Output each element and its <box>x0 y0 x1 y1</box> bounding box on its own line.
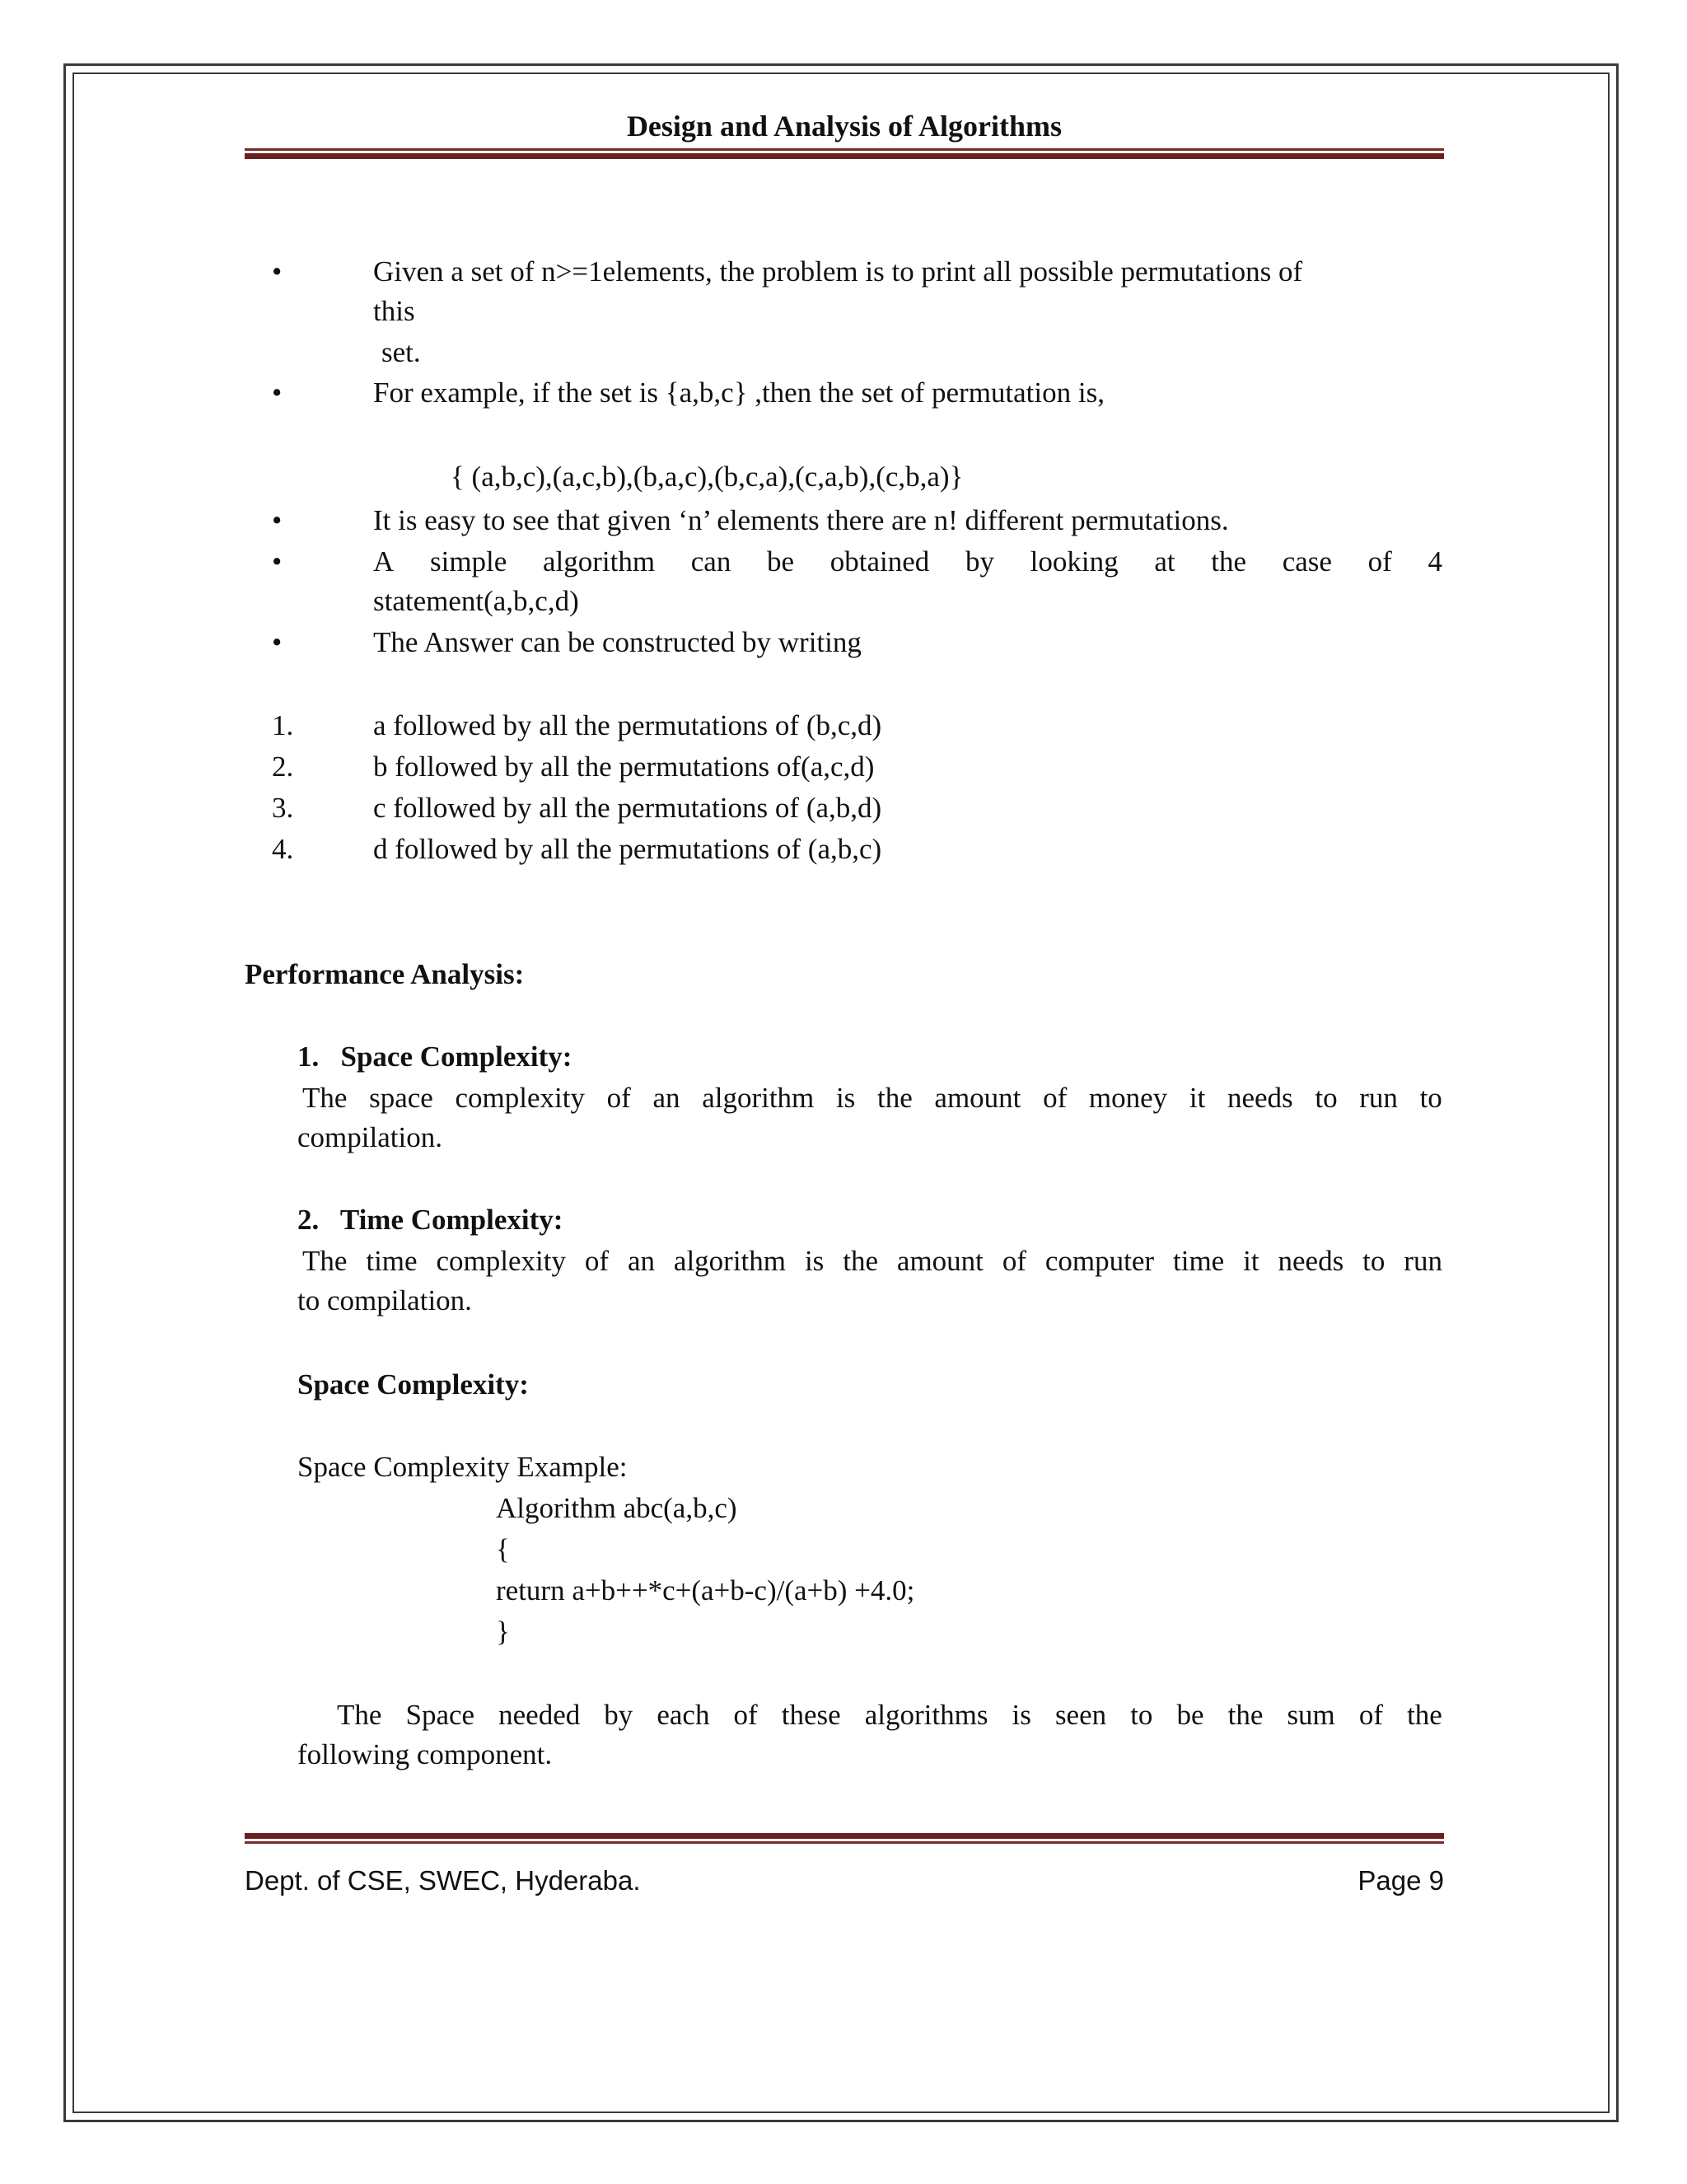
example-label: Space Complexity Example: <box>297 1451 628 1483</box>
footer-department: Dept. of CSE, SWEC, Hyderaba. <box>245 1865 641 1896</box>
header-title: Design and Analysis of Algorithms <box>626 110 1063 143</box>
closing-word: by <box>604 1699 633 1731</box>
space-complexity-word: the <box>876 1082 913 1114</box>
time-complexity-word: run <box>1404 1245 1442 1277</box>
code-line: Algorithm abc(a,b,c) <box>496 1492 737 1524</box>
closing-word: the <box>1407 1699 1442 1731</box>
step-number: 1. <box>272 709 294 741</box>
bullet-4-word: obtained <box>829 545 930 578</box>
time-complexity-word: is <box>804 1245 825 1277</box>
step-number: 2. <box>272 751 294 783</box>
space-complexity-word: is <box>835 1082 856 1114</box>
space-complexity-heading: 1. Space Complexity: <box>297 1041 572 1073</box>
closing-word: these <box>781 1699 841 1731</box>
time-complexity-word: time <box>366 1245 418 1277</box>
closing-word: of <box>733 1699 758 1731</box>
step-text: c followed by all the permutations of (a,b,d) <box>373 792 882 824</box>
closing-word: algorithms <box>864 1699 988 1731</box>
bullet-1-line-1: Given a set of n>=1elements, the problem is to print all possible permutations of <box>373 255 1303 288</box>
bullet-4-line-1 <box>373 542 1442 582</box>
closing-word: to <box>1130 1699 1153 1731</box>
closing-line-1 <box>337 1695 1442 1735</box>
time-complexity-line-2: to compilation. <box>297 1284 472 1316</box>
bullet-4-word: case <box>1282 545 1332 578</box>
footer-page-number: Page 9 <box>1358 1865 1444 1896</box>
bullet-3: It is easy to see that given ‘n’ elements there are n! different permutations. <box>373 504 1229 536</box>
step-text: a followed by all the permutations of (b,c,d) <box>373 709 882 741</box>
space-complexity-word: amount <box>934 1082 1021 1114</box>
bullet-marker: • <box>272 504 283 536</box>
footer-rule <box>245 1833 1444 1844</box>
closing-line-2: following component. <box>297 1738 553 1770</box>
space-complexity-line-1 <box>302 1078 1442 1118</box>
closing-word: The <box>337 1699 382 1731</box>
time-complexity-word: an <box>627 1245 655 1277</box>
closing-word: of <box>1358 1699 1384 1731</box>
bullet-4-word: of <box>1367 545 1392 578</box>
time-complexity-word: The <box>302 1245 348 1277</box>
time-complexity-word: computer <box>1044 1245 1155 1277</box>
closing-word: needed <box>498 1699 581 1731</box>
space-complexity-word: it <box>1189 1082 1206 1114</box>
bullet-marker: • <box>272 376 283 409</box>
space-complexity-word: of <box>606 1082 631 1114</box>
time-complexity-word: time <box>1173 1245 1225 1277</box>
bullet-4-word: 4 <box>1428 545 1442 578</box>
space-complexity-word: algorithm <box>702 1082 815 1114</box>
time-complexity-word: the <box>843 1245 878 1277</box>
time-complexity-line-1 <box>302 1242 1442 1281</box>
bullet-1-line-2: this <box>373 295 415 327</box>
space-complexity-word: space <box>369 1082 433 1114</box>
code-line: { <box>496 1533 510 1565</box>
section-heading: Performance Analysis: <box>245 958 525 990</box>
space-complexity-word: to <box>1315 1082 1338 1114</box>
space-complexity-word: to <box>1419 1082 1442 1114</box>
space-complexity-word: The <box>302 1082 348 1114</box>
bullet-5: The Answer can be constructed by writing <box>373 626 862 658</box>
bullet-1-line-3: set. <box>381 336 421 368</box>
bullet-4-word: looking <box>1030 545 1119 578</box>
bullet-4-word: algorithm <box>542 545 656 578</box>
time-complexity-word: needs <box>1278 1245 1344 1277</box>
permutation-set: { (a,b,c),(a,c,b),(b,a,c),(b,c,a),(c,a,b),(c,b,a)} <box>451 461 964 493</box>
step-text: b followed by all the permutations of(a,c,d) <box>373 751 875 783</box>
time-complexity-word: complexity <box>436 1245 566 1277</box>
bullet-marker: • <box>272 255 283 288</box>
bullet-4-word: the <box>1211 545 1247 578</box>
code-line: return a+b++*c+(a+b-c)/(a+b) +4.0; <box>496 1574 915 1606</box>
closing-word: the <box>1227 1699 1264 1731</box>
header-rule <box>245 148 1444 159</box>
bullet-4-word: at <box>1154 545 1175 578</box>
bullet-4-word: can <box>690 545 731 578</box>
closing-word: is <box>1012 1699 1031 1731</box>
closing-word: sum <box>1287 1699 1335 1731</box>
space-complexity-word: complexity <box>455 1082 585 1114</box>
page <box>245 0 1444 2184</box>
time-complexity-word: it <box>1243 1245 1259 1277</box>
closing-word: each <box>657 1699 710 1731</box>
bullet-4-word: by <box>965 545 994 578</box>
space-complexity-word: run <box>1359 1082 1398 1114</box>
space-complexity-subheading: Space Complexity: <box>297 1368 529 1401</box>
step-number: 3. <box>272 792 294 824</box>
code-line: } <box>496 1616 510 1648</box>
space-complexity-word: an <box>652 1082 680 1114</box>
time-complexity-word: of <box>584 1245 610 1277</box>
bullet-marker: • <box>272 626 283 658</box>
space-complexity-word: money <box>1088 1082 1168 1114</box>
closing-word: Space <box>405 1699 475 1731</box>
step-number: 4. <box>272 833 294 865</box>
time-complexity-word: of <box>1002 1245 1026 1277</box>
time-complexity-word: to <box>1362 1245 1386 1277</box>
bullet-4-word: A <box>373 545 395 578</box>
closing-word: seen <box>1054 1699 1107 1731</box>
space-complexity-word: needs <box>1227 1082 1293 1114</box>
time-complexity-word: amount <box>896 1245 984 1277</box>
bullet-4-word: simple <box>429 545 507 578</box>
time-complexity-heading: 2. Time Complexity: <box>297 1204 563 1236</box>
step-text: d followed by all the permutations of (a,b,c) <box>373 833 882 865</box>
bullet-4-line-2: statement(a,b,c,d) <box>373 585 579 617</box>
closing-word: be <box>1176 1699 1204 1731</box>
space-complexity-word: of <box>1043 1082 1068 1114</box>
bullet-4-word: be <box>767 545 795 578</box>
time-complexity-word: algorithm <box>673 1245 787 1277</box>
space-complexity-line-2: compilation. <box>297 1121 442 1153</box>
bullet-marker: • <box>272 545 283 578</box>
bullet-2: For example, if the set is {a,b,c} ,then the set of permutation is, <box>373 376 1105 409</box>
